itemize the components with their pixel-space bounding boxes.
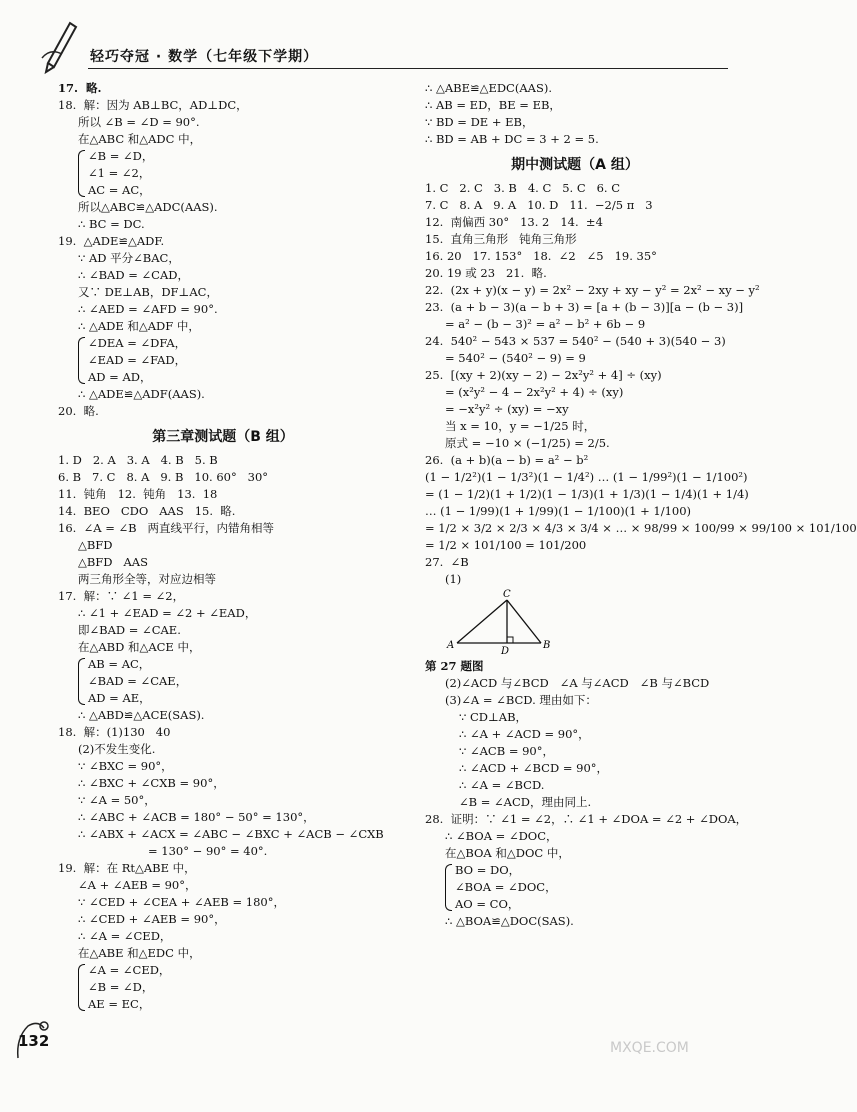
figure-label-c: C bbox=[503, 589, 511, 600]
page-header bbox=[40, 18, 720, 78]
brace-line: ∠B = ∠D， bbox=[88, 980, 154, 994]
text-line: ∠A + ∠AEB = 90°， bbox=[78, 878, 197, 892]
brace-group bbox=[425, 862, 725, 913]
left-column bbox=[58, 80, 388, 1013]
text-line: = 1/2 × 3/2 × 2/3 × 4/3 × 3/4 × … × 98/99 × 100/99 × 99/100 × 101/100 bbox=[425, 521, 857, 535]
text-line: △BFD bbox=[78, 538, 113, 552]
brace-line: ∠BOA = ∠DOC， bbox=[455, 880, 557, 894]
text-line: 在△BOA 和△DOC 中， bbox=[445, 846, 570, 860]
page-number: 132 bbox=[18, 1032, 50, 1050]
text-line: ∴ ∠BXC + ∠CXB = 90°， bbox=[78, 776, 225, 790]
text-line: ∴ BC = DC. bbox=[78, 217, 145, 231]
text-line: 又∵ DE⊥AB，DF⊥AC， bbox=[78, 285, 218, 299]
text-line: 14. BEO CDO AAS 15. 略. bbox=[58, 504, 236, 518]
text-line: ∵ AD 平分∠BAC， bbox=[78, 251, 180, 265]
text-line: 在△ABC 和△ADC 中， bbox=[78, 132, 202, 146]
text-line: 7. C 8. A 9. A 10. D 11. −2/5 π 3 bbox=[425, 198, 653, 212]
right-column bbox=[425, 80, 857, 930]
brace-group bbox=[58, 335, 388, 386]
text-line: ∴ ∠A = ∠CED， bbox=[78, 929, 172, 943]
text-line: ∴ ∠A + ∠ACD = 90°， bbox=[459, 727, 590, 741]
figure-label-b: B bbox=[543, 640, 551, 651]
text-line: 27. ∠B bbox=[425, 555, 469, 569]
text-line: = a² − (b − 3)² = a² − b² + 6b − 9 bbox=[445, 317, 646, 331]
section-title: 期中测试题（A 组） bbox=[511, 157, 639, 173]
brace-line: ∠B = ∠D， bbox=[88, 149, 154, 163]
brace-line: ∠BAD = ∠CAE， bbox=[88, 674, 188, 688]
text-line: 18. 解：(1)130 40 bbox=[58, 725, 171, 739]
text-line: ∴ ∠CED + ∠AEB = 90°， bbox=[78, 912, 226, 926]
text-line: 19. △ADE≌△ADF. bbox=[58, 234, 165, 248]
text-line: 所以 ∠B = ∠D = 90°. bbox=[78, 115, 200, 129]
text-line: (2)不发生变化. bbox=[78, 742, 156, 756]
text-line: ∵ CD⊥AB， bbox=[459, 710, 528, 724]
text-line: ∴ AB = ED，BE = EB， bbox=[425, 98, 561, 112]
text-line: … (1 − 1/99)(1 + 1/99)(1 − 1/100)(1 + 1/100) bbox=[425, 504, 692, 518]
text-line: = −x²y² ÷ (xy) = −xy bbox=[445, 402, 569, 416]
text-line: 22. (2x + y)(x − y) = 2x² − 2xy + xy − y² = 2x² − xy − y² bbox=[425, 283, 760, 297]
brace-line: ∠EAD = ∠FAD， bbox=[88, 353, 187, 367]
text-line: 11. 钝角 12. 钝角 13. 18 bbox=[58, 487, 218, 501]
text-line: = 1/2 × 101/100 = 101/200 bbox=[425, 538, 587, 552]
text-line: 24. 540² − 543 × 537 = 540² − (540 + 3)(540 − 3) bbox=[425, 334, 726, 348]
text-line: ∴ △ABE≌△EDC(AAS). bbox=[425, 81, 552, 95]
brace-line: AE = EC， bbox=[88, 997, 151, 1011]
text-line: (1 − 1/2²)(1 − 1/3²)(1 − 1/4²) … (1 − 1/99²)(1 − 1/100²) bbox=[425, 470, 748, 484]
figure-label-d: D bbox=[501, 646, 510, 657]
text-line: 17. 解：∵ ∠1 = ∠2， bbox=[58, 589, 185, 603]
text-line: ∵ ∠CED + ∠CEA + ∠AEB = 180°， bbox=[78, 895, 285, 909]
watermark: MXQE.COM bbox=[610, 1040, 689, 1056]
text-line: 17. 略. bbox=[58, 81, 102, 95]
brace-line: AD = AD， bbox=[88, 370, 152, 384]
text-line: 原式 = −10 × (−1/25) = 2/5. bbox=[445, 436, 610, 450]
text-line: 15. 直角三角形 钝角三角形 bbox=[425, 232, 577, 246]
section-title: 第三章测试题（B 组） bbox=[152, 429, 294, 445]
text-line: ∴ ∠BAD = ∠CAD， bbox=[78, 268, 189, 282]
text-line: 6. B 7. C 8. A 9. B 10. 60° 30° bbox=[58, 470, 269, 484]
header-rule bbox=[88, 68, 728, 69]
text-line: 两三角形全等，对应边相等 bbox=[78, 572, 216, 586]
text-line: △BFD AAS bbox=[78, 555, 148, 569]
text-line: ∴ BD = AB + DC = 3 + 2 = 5. bbox=[425, 132, 599, 146]
text-line: ∵ ∠A = 50°， bbox=[78, 793, 156, 807]
brace-line: ∠A = ∠CED， bbox=[88, 963, 171, 977]
page-number-badge bbox=[14, 1018, 56, 1060]
brace-group bbox=[58, 962, 388, 1013]
text-line: 20. 略. bbox=[58, 404, 99, 418]
text-line: ∴ △ABD≌△ACE(SAS). bbox=[78, 708, 205, 722]
text-line: 当 x = 10，y = −1/25 时， bbox=[445, 419, 596, 433]
text-line: 19. 解：在 Rt△ABE 中， bbox=[58, 861, 196, 875]
text-line: ∴ ∠A = ∠BCD. bbox=[459, 778, 545, 792]
brace-line: AB = AC， bbox=[88, 657, 151, 671]
text-line: (1) bbox=[445, 572, 462, 586]
text-line: ∴ △BOA≌△DOC(SAS). bbox=[445, 914, 574, 928]
text-line: ∴ ∠ACD + ∠BCD = 90°， bbox=[459, 761, 609, 775]
text-line: 26. (a + b)(a − b) = a² − b² bbox=[425, 453, 589, 467]
text-line: 所以△ABC≌△ADC(AAS). bbox=[78, 200, 218, 214]
pencil-logo-icon bbox=[40, 18, 80, 73]
text-line: 20. 19 或 23 21. 略. bbox=[425, 266, 547, 280]
brace-line: AC = AC， bbox=[88, 183, 151, 197]
text-line: (2)∠ACD 与∠BCD ∠A 与∠ACD ∠B 与∠BCD bbox=[445, 676, 710, 690]
text-line: 18. 解：因为 AB⊥BC，AD⊥DC， bbox=[58, 98, 248, 112]
text-line: ∴ ∠AED = ∠AFD = 90°. bbox=[78, 302, 218, 316]
text-line: ∵ ∠BXC = 90°， bbox=[78, 759, 173, 773]
text-line: 在△ABE 和△EDC 中， bbox=[78, 946, 201, 960]
text-line: 25. [(xy + 2)(xy − 2) − 2x²y² + 4] ÷ (xy) bbox=[425, 368, 662, 382]
brace-line: AO = CO， bbox=[455, 897, 520, 911]
text-line: 23. (a + b − 3)(a − b + 3) = [a + (b − 3)][a − (b − 3)] bbox=[425, 300, 744, 314]
text-line: = 130° − 90° = 40°. bbox=[148, 844, 268, 858]
brace-line: BO = DO， bbox=[455, 863, 521, 877]
brace-group bbox=[58, 656, 388, 707]
triangle-diagram bbox=[445, 588, 555, 658]
brace-line: AD = AE， bbox=[88, 691, 151, 705]
text-line: 16. ∠A = ∠B 两直线平行，内错角相等 bbox=[58, 521, 275, 535]
header-title: 轻巧夺冠 · 数学（七年级下学期） bbox=[90, 49, 319, 65]
text-line: ∴ ∠ABC + ∠ACB = 180° − 50° = 130°， bbox=[78, 810, 315, 824]
figure-label-a: A bbox=[447, 640, 455, 651]
triangle-figure bbox=[445, 588, 725, 658]
text-line: ∴ ∠BOA = ∠DOC， bbox=[445, 829, 558, 843]
text-line: 第 27 题图 bbox=[425, 659, 484, 673]
text-line: ∴ ∠1 + ∠EAD = ∠2 + ∠EAD， bbox=[78, 606, 257, 620]
text-line: ∴ △ADE≌△ADF(AAS). bbox=[78, 387, 205, 401]
brace-line: ∠1 = ∠2， bbox=[88, 166, 151, 180]
text-line: 即∠BAD = ∠CAE. bbox=[78, 623, 181, 637]
text-line: 1. C 2. C 3. B 4. C 5. C 6. C bbox=[425, 181, 621, 195]
brace-line: ∠DEA = ∠DFA， bbox=[88, 336, 187, 350]
text-line: 16. 20 17. 153° 18. ∠2 ∠5 19. 35° bbox=[425, 249, 657, 263]
text-line: 在△ABD 和△ACE 中， bbox=[78, 640, 201, 654]
text-line: (3)∠A = ∠BCD. 理由如下： bbox=[445, 693, 597, 707]
text-line: 12. 南偏西 30° 13. 2 14. ±4 bbox=[425, 215, 603, 229]
text-line: ∵ ∠ACB = 90°， bbox=[459, 744, 554, 758]
text-line: = 540² − (540² − 9) = 9 bbox=[445, 351, 586, 365]
text-line: 1. D 2. A 3. A 4. B 5. B bbox=[58, 453, 218, 467]
brace-group bbox=[58, 148, 388, 199]
text-line: ∴ △ADE 和△ADF 中， bbox=[78, 319, 200, 333]
text-line: = (1 − 1/2)(1 + 1/2)(1 − 1/3)(1 + 1/3)(1 − 1/4)(1 + 1/4) bbox=[425, 487, 749, 501]
text-line: = (x²y² − 4 − 2x²y² + 4) ÷ (xy) bbox=[445, 385, 624, 399]
text-line: ∠B = ∠ACD，理由同上. bbox=[459, 795, 592, 809]
text-line: ∴ ∠ABX + ∠ACX = ∠ABC − ∠BXC + ∠ACB − ∠CXB bbox=[78, 827, 384, 841]
text-line: 28. 证明：∵ ∠1 = ∠2，∴ ∠1 + ∠DOA = ∠2 + ∠DOA， bbox=[425, 812, 748, 826]
text-line: ∵ BD = DE + EB， bbox=[425, 115, 534, 129]
